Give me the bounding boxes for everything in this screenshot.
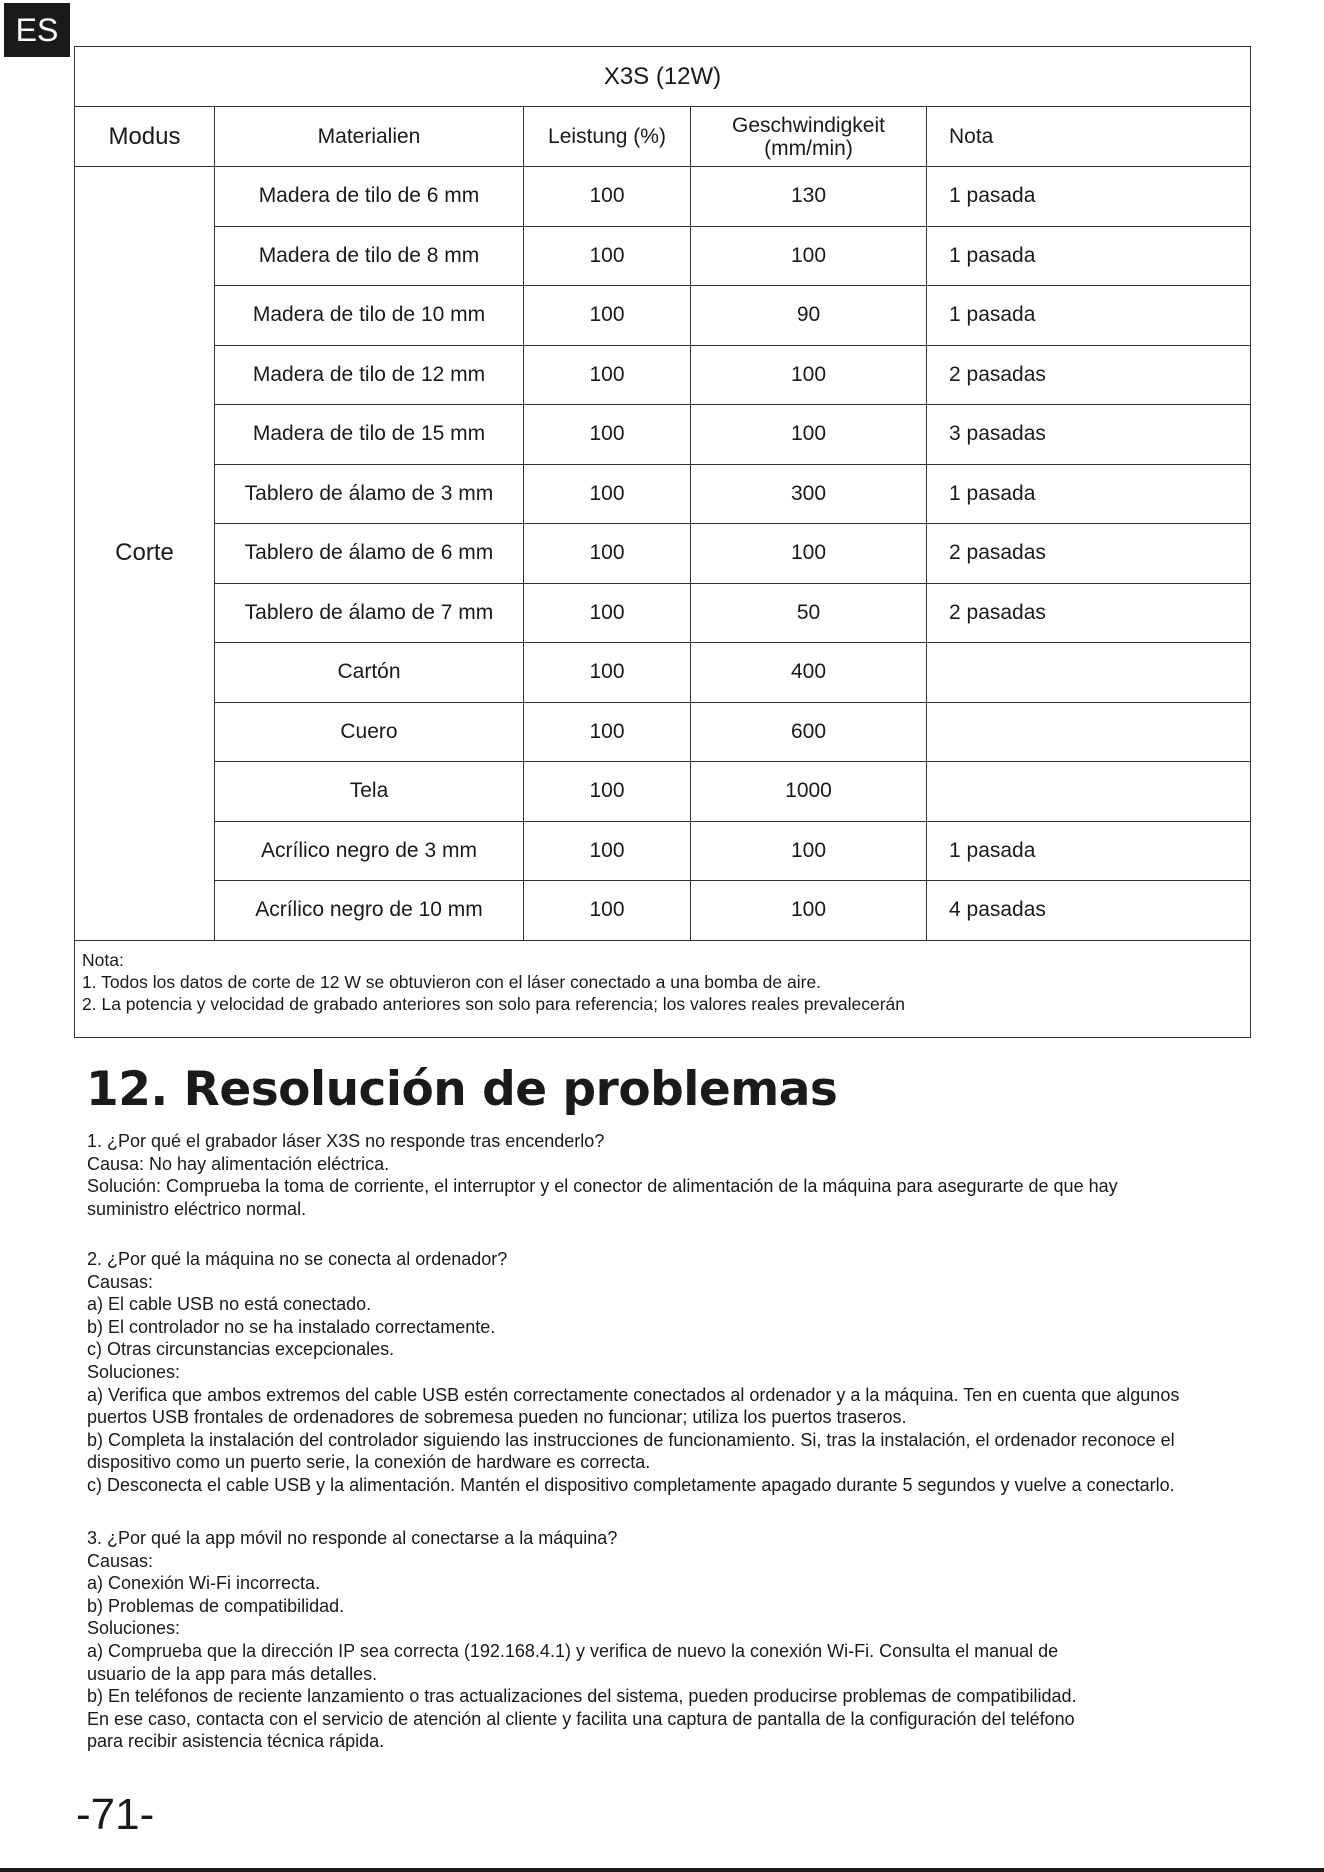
faq-line: c) Desconecta el cable USB y la alimentación. Mantén el dispositivo completamente apagado durante 5 segundos y vuelve a conectarlo. bbox=[87, 1474, 1175, 1495]
table-row bbox=[75, 167, 1251, 227]
table-row bbox=[75, 286, 1251, 346]
footnote-label: Nota: bbox=[82, 949, 124, 970]
note-cell bbox=[927, 643, 1251, 703]
table-row bbox=[75, 464, 1251, 524]
faq-line: suministro eléctrico normal. bbox=[87, 1198, 307, 1219]
material-cell: Madera de tilo de 6 mm bbox=[215, 167, 524, 227]
faq-line: dispositivo como un puerto serie, la conexión de hardware es correcta. bbox=[87, 1452, 651, 1473]
speed-cell: 100 bbox=[691, 881, 927, 941]
speed-cell: 130 bbox=[691, 167, 927, 227]
note-cell bbox=[927, 762, 1251, 822]
power-cell: 100 bbox=[524, 464, 691, 524]
speed-cell: 100 bbox=[691, 226, 927, 286]
header-speed-unit: (mm/min) bbox=[764, 136, 853, 160]
table-row bbox=[75, 762, 1251, 822]
power-cell: 100 bbox=[524, 167, 691, 227]
faq-item bbox=[87, 1527, 1257, 1753]
header-material: Materialien bbox=[215, 107, 524, 167]
note-cell: 1 pasada bbox=[927, 226, 1251, 286]
faq-line: a) El cable USB no está conectado. bbox=[87, 1294, 372, 1315]
material-cell: Acrílico negro de 10 mm bbox=[215, 881, 524, 941]
speed-cell: 100 bbox=[691, 821, 927, 881]
note-cell: 1 pasada bbox=[927, 167, 1251, 227]
material-cell: Cartón bbox=[215, 643, 524, 703]
speed-cell: 600 bbox=[691, 702, 927, 762]
note-cell: 2 pasadas bbox=[927, 524, 1251, 584]
material-cell: Madera de tilo de 8 mm bbox=[215, 226, 524, 286]
faq-line: Causas: bbox=[87, 1550, 154, 1571]
table-title: X3S (12W) bbox=[75, 47, 1251, 107]
material-cell: Tela bbox=[215, 762, 524, 822]
note-cell: 1 pasada bbox=[927, 464, 1251, 524]
faq-line: Solución: Comprueba la toma de corriente, el interruptor y el conector de alimentación de la máquina para asegurarte de que hay bbox=[87, 1176, 1118, 1197]
faq-line: Causas: bbox=[87, 1271, 154, 1292]
power-cell: 100 bbox=[524, 643, 691, 703]
mode-cell: Corte bbox=[75, 167, 215, 941]
note-cell: 4 pasadas bbox=[927, 881, 1251, 941]
note-cell: 1 pasada bbox=[927, 821, 1251, 881]
faq-item bbox=[87, 1248, 1257, 1497]
power-cell: 100 bbox=[524, 286, 691, 346]
faq-line: b) Completa la instalación del controlador siguiendo las instrucciones de funcionamiento. Si, tras la instalación, el ordenador reconoce el bbox=[87, 1429, 1175, 1450]
power-cell: 100 bbox=[524, 702, 691, 762]
faq-line: a) Verifica que ambos extremos del cable USB estén correctamente conectados al ordenador y a la máquina. Ten en cuenta que algunos bbox=[87, 1384, 1180, 1405]
note-cell: 2 pasadas bbox=[927, 583, 1251, 643]
material-cell: Acrílico negro de 3 mm bbox=[215, 821, 524, 881]
table-row bbox=[75, 524, 1251, 584]
note-cell bbox=[927, 702, 1251, 762]
faq-item bbox=[87, 1130, 1257, 1220]
header-power: Leistung (%) bbox=[524, 107, 691, 167]
faq-line: b) Problemas de compatibilidad. bbox=[87, 1595, 345, 1616]
faq-line: En ese caso, contacta con el servicio de atención al cliente y facilita una captura de pantalla de la configuración del teléfono bbox=[87, 1708, 1075, 1729]
power-cell: 100 bbox=[524, 583, 691, 643]
material-cell: Madera de tilo de 12 mm bbox=[215, 345, 524, 405]
footnote-line: 1. Todos los datos de corte de 12 W se obtuvieron con el láser conectado a una bomba de aire. bbox=[82, 971, 822, 992]
note-cell: 2 pasadas bbox=[927, 345, 1251, 405]
faq-line: Causa: No hay alimentación eléctrica. bbox=[87, 1153, 390, 1174]
power-cell: 100 bbox=[524, 762, 691, 822]
faq-line: b) El controlador no se ha instalado correctamente. bbox=[87, 1316, 496, 1337]
cutting-parameters-table bbox=[74, 46, 1251, 1038]
table-row bbox=[75, 881, 1251, 941]
table-row bbox=[75, 702, 1251, 762]
power-cell: 100 bbox=[524, 405, 691, 465]
speed-cell: 300 bbox=[691, 464, 927, 524]
power-cell: 100 bbox=[524, 821, 691, 881]
table-row bbox=[75, 643, 1251, 703]
bottom-rule bbox=[0, 1868, 1324, 1872]
speed-cell: 1000 bbox=[691, 762, 927, 822]
table-row bbox=[75, 821, 1251, 881]
material-cell: Cuero bbox=[215, 702, 524, 762]
page-number: -71- bbox=[76, 1790, 155, 1839]
speed-cell: 100 bbox=[691, 345, 927, 405]
table-row bbox=[75, 583, 1251, 643]
power-cell: 100 bbox=[524, 881, 691, 941]
faq-line: c) Otras circunstancias excepcionales. bbox=[87, 1339, 395, 1360]
material-cell: Tablero de álamo de 7 mm bbox=[215, 583, 524, 643]
faq-line: puertos USB frontales de ordenadores de sobremesa pueden no funcionar; utiliza los puertos traseros. bbox=[87, 1407, 907, 1428]
table-row bbox=[75, 405, 1251, 465]
table-row bbox=[75, 226, 1251, 286]
material-cell: Tablero de álamo de 6 mm bbox=[215, 524, 524, 584]
material-cell: Madera de tilo de 10 mm bbox=[215, 286, 524, 346]
faq-question: 3. ¿Por qué la app móvil no responde al conectarse a la máquina? bbox=[87, 1528, 618, 1548]
faq-line: usuario de la app para más detalles. bbox=[87, 1663, 378, 1684]
header-note: Nota bbox=[927, 107, 1251, 167]
faq-question: 1. ¿Por qué el grabador láser X3S no responde tras encenderlo? bbox=[87, 1131, 605, 1151]
header-speed-label: Geschwindigkeit bbox=[732, 113, 885, 137]
speed-cell: 90 bbox=[691, 286, 927, 346]
speed-cell: 400 bbox=[691, 643, 927, 703]
material-cell: Madera de tilo de 15 mm bbox=[215, 405, 524, 465]
header-speed bbox=[691, 107, 927, 167]
note-cell: 3 pasadas bbox=[927, 405, 1251, 465]
speed-cell: 50 bbox=[691, 583, 927, 643]
faq-line: b) En teléfonos de reciente lanzamiento o tras actualizaciones del sistema, pueden producirse problemas de compatibilidad. bbox=[87, 1686, 1077, 1707]
faq-line: a) Comprueba que la dirección IP sea correcta (192.168.4.1) y verifica de nuevo la conexión Wi-Fi. Consulta el manual de bbox=[87, 1640, 1059, 1661]
power-cell: 100 bbox=[524, 524, 691, 584]
power-cell: 100 bbox=[524, 345, 691, 405]
faq-line: a) Conexión Wi-Fi incorrecta. bbox=[87, 1573, 321, 1594]
faq-line: Soluciones: bbox=[87, 1361, 181, 1382]
language-badge: ES bbox=[4, 3, 70, 57]
footnote-line: 2. La potencia y velocidad de grabado anteriores son solo para referencia; los valores reales prevalecerán bbox=[82, 993, 905, 1014]
note-cell: 1 pasada bbox=[927, 286, 1251, 346]
power-cell: 100 bbox=[524, 226, 691, 286]
header-mode: Modus bbox=[75, 107, 215, 167]
speed-cell: 100 bbox=[691, 524, 927, 584]
faq-question: 2. ¿Por qué la máquina no se conecta al ordenador? bbox=[87, 1249, 508, 1269]
speed-cell: 100 bbox=[691, 405, 927, 465]
material-cell: Tablero de álamo de 3 mm bbox=[215, 464, 524, 524]
faq-line: para recibir asistencia técnica rápida. bbox=[87, 1731, 385, 1752]
section-title: 12. Resolución de problemas bbox=[86, 1062, 838, 1117]
faq-line: Soluciones: bbox=[87, 1618, 181, 1639]
table-footnote bbox=[75, 940, 1251, 1037]
table-row bbox=[75, 345, 1251, 405]
